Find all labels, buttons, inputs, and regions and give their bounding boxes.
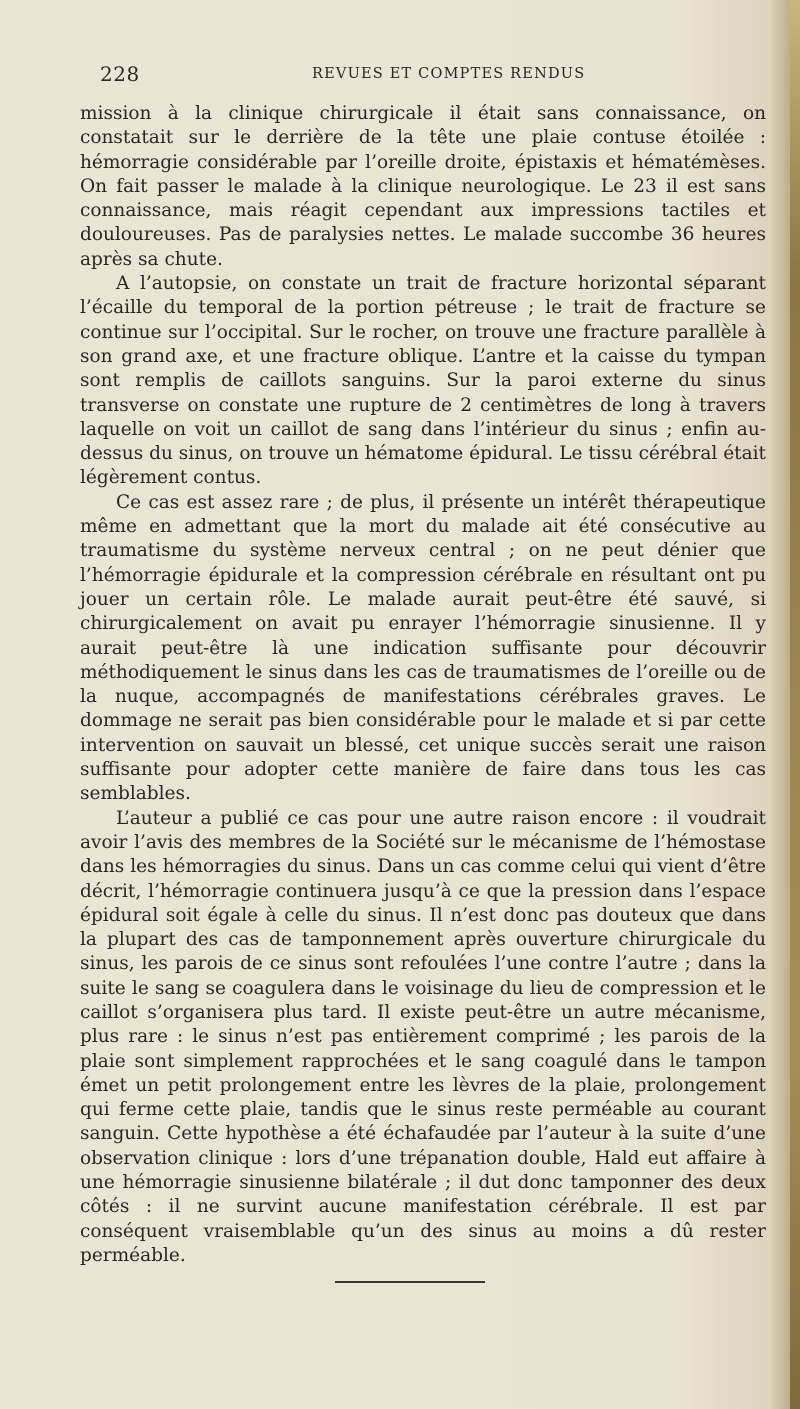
paragraph-autopsy: A l’autopsie, on constate un trait de fracture horizontal séparant l’écaille du temporal de la portion pétreuse ; le trait de fracture se continue sur l’occipital. Sur le rocher, on trouve une fracture parallèle à son grand axe, et une fracture oblique. L’antre et la caisse du tympan sont remplis de caillots sanguins. Sur la paroi externe du sinus transverse on constate une rupture de 2 centimètres de long à travers laquelle on voit un caillot de sang dans l’intérieur du sinus ; enfin au-dessus du sinus, on trouve un hématome épidural. Le tissu cérébral était légèrement contus. (80, 273, 766, 489)
paragraph-hemostasis: L’auteur a publié ce cas pour une autre raison encore : il voudrait avoir l’avis des membres de la Société sur le mécanisme de l’hémostase dans les hémorragies du sinus. Dans un cas comme celui qui vient d’être décrit, l’hémorragie continuera jusqu’à ce que la pression dans l’espace épidural soit égale à celle du sinus. Il n’est donc pas douteux que dans la plupart des cas de tamponnement après ouverture chirurgicale du sinus, les parois de ce sinus sont refoulées l’une contre l’autre ; dans la suite le sang se coagulera dans le voisinage du lieu de compression et le caillot s’organisera plus tard. Il existe peut-être un autre mécanisme, plus rare : le sinus n’est pas entièrement comprimé ; les parois de la plaie sont simplement rapprochées et le sang coagulé dans le tampon émet un petit prolongement entre les lèvres de la plaie, prolongement qui ferme cette plaie, tandis que le sinus reste perméable au courant sanguin. Cette hypothèse a été échafaudée par l’auteur à la suite d’une observation clinique : lors d’une trépanation double, Hald eut affaire à une hémorragie sinusienne bilatérale ; il dut donc tamponner des deux côtés : il ne survint aucune manifestation cérébrale. Il est par conséquent vraisemblable qu’un des sinus au moins a dû rester perméable. (80, 807, 766, 1266)
binding-edge (790, 0, 800, 1409)
page-header (100, 62, 780, 86)
body-text (80, 102, 766, 1268)
paragraph-discussion: Ce cas est assez rare ; de plus, il présente un intérêt thérapeutique même en admettant que la mort du malade ait été consécutive au traumatisme du système nerveux central ; on ne peut dénier que l’hémorragie épidurale et la compression cérébrale en résultant ont pu jouer un certain rôle. Le malade aurait peut-être été sauvé, si chirurgicalement on avait pu enrayer l’hémorragie sinusienne. Il y aurait peut-être là une indication suffisante pour découvrir méthodiquement le sinus dans les cas de traumatismes de l’oreille ou de la nuque, accompagnés de manifestations cérébrales graves. Le dommage ne serait pas bien considérable pour le malade et si par cette intervention on sauvait un blessé, cet unique succès serait une raison suffisante pour adopter cette manière de faire dans tous les cas semblables. (80, 491, 766, 805)
running-head: REVUES ET COMPTES RENDUS (312, 66, 586, 82)
paragraph-continued: mission à la clinique chirurgicale il était sans connaissance, on constatait sur le derrière de la tête une plaie contuse étoilée : hémorragie considérable par l’oreille droite, épistaxis et hématémèses. On fait passer le malade à la clinique neurologique. Le 23 il est sans connaissance, mais réagit cependant aux impressions tactiles et douloureuses. Pas de paralysies nettes. Le malade succombe 36 heures après sa chute. (80, 103, 766, 270)
section-end-rule (335, 1281, 485, 1283)
page-number: 228 (100, 62, 140, 86)
